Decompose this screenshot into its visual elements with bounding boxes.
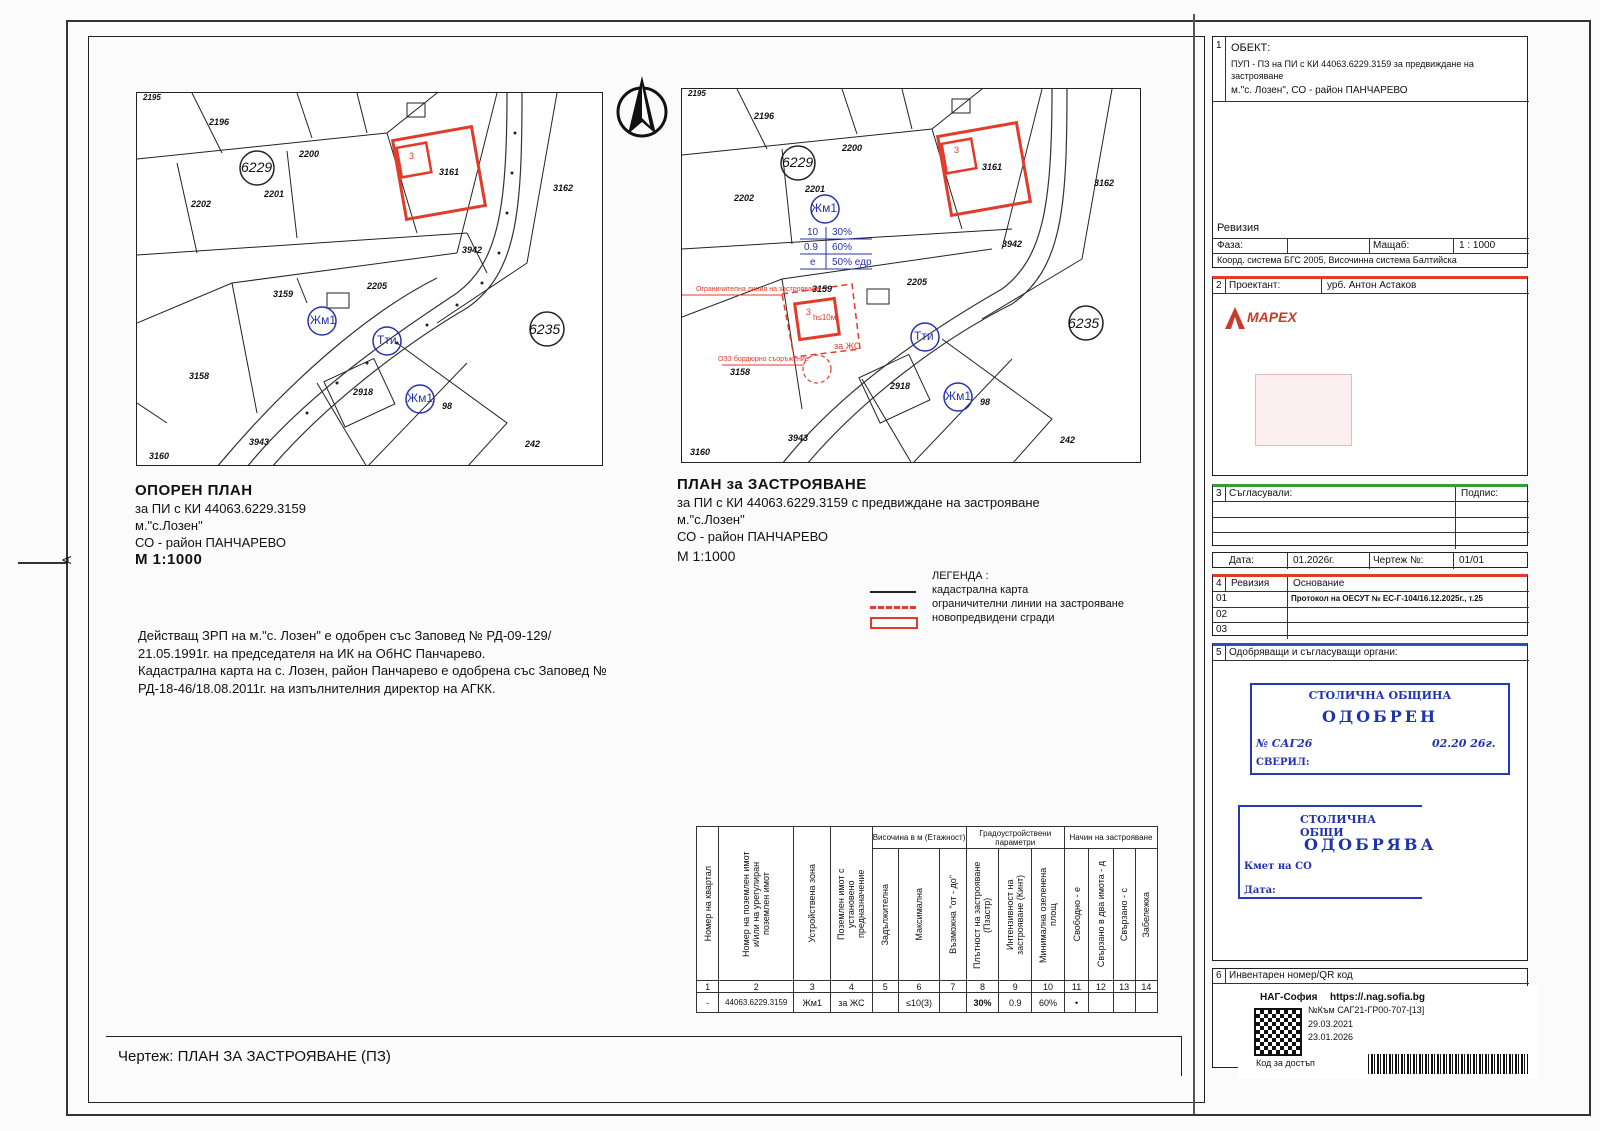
mayor-approval-stamp (1238, 805, 1437, 899)
col-number: 2 (719, 981, 794, 993)
section-number: 3 (1216, 488, 1222, 499)
legend-limit-swatch (870, 606, 916, 609)
new-building-number: 3 (806, 307, 812, 317)
parcel-label: 2201 (805, 184, 826, 194)
col-number: 4 (831, 981, 872, 993)
parcel-label: 2918 (353, 387, 374, 397)
legend-title: ЛЕГЕНДА : (932, 570, 989, 582)
col-number: 1 (697, 981, 719, 993)
designer-name: урб. Антон Астаков (1327, 280, 1417, 291)
parcel-label: 3160 (149, 451, 170, 461)
col-free-header: Свободно - е (1064, 849, 1088, 981)
designer-label: Проектант: (1229, 280, 1281, 291)
zone-param: 30% (832, 227, 853, 238)
faded-stamp (1255, 374, 1352, 446)
nag-reference: №Към САГ21-ГР00-707-[13] (1308, 1005, 1425, 1015)
margin-mark: A (60, 555, 75, 565)
parcel-label: 2202 (191, 199, 212, 209)
limit-line-note: Ограничителна линия на застрояване (696, 286, 820, 293)
stamp-title: СТОЛИЧНА ОБЩИ (1300, 813, 1377, 839)
reference-plan-map (136, 92, 603, 466)
table-cell: - (697, 993, 719, 1013)
legend-item: кадастрална карта (932, 584, 1029, 596)
block-number: 6229 (782, 154, 814, 170)
parcel-label: 2196 (754, 111, 775, 121)
stamp-approved: ОДОБРЕН (1321, 707, 1439, 726)
parcel-label: 2918 (890, 381, 911, 391)
agreed-label: Съгласували: (1229, 488, 1293, 499)
barcode-icon (1368, 1054, 1528, 1074)
parcel-label: 3159 (273, 289, 294, 299)
purpose-label: за ЖС (834, 341, 861, 351)
parcel-label: 98 (980, 397, 991, 407)
parcel-label: 2200 (842, 143, 863, 153)
zone-param: е (810, 257, 816, 268)
block-number: 6229 (241, 159, 273, 175)
reference-plan-district: СО - район ПАНЧАРЕВО (135, 535, 286, 550)
parcel-label: 2200 (299, 149, 320, 159)
col-number: 11 (1064, 981, 1088, 993)
section-number: 2 (1216, 280, 1222, 291)
col-density-header: Плътност на застрояване (Пзастр) (966, 849, 999, 981)
stamp-date: 02.20 26г. (1432, 737, 1496, 750)
parcel-label: 3162 (1094, 178, 1115, 188)
date-row (1212, 552, 1528, 568)
boundary-note: ОЗЗ бордюрно съоръжение (718, 356, 809, 363)
reference-plan-locality: м."с.Лозен" (135, 518, 203, 533)
col-number: 14 (1135, 981, 1157, 993)
table-cell: ≤10(3) (898, 993, 939, 1013)
regulation-note: Действащ ЗРП на м."с. Лозен" е одобрен със Заповед № РД-09-129/ 21.05.1991г. на председателя на ИК на ОбНС Панчарево. (138, 628, 552, 661)
col-range-header: Възможна "от - до" (940, 849, 966, 981)
nag-title: НАГ-София (1260, 992, 1318, 1003)
revision-number: 03 (1216, 624, 1228, 635)
parcel-label: 3160 (690, 447, 711, 457)
table-cell: за ЖС (831, 993, 872, 1013)
development-plan-title: ПЛАН за ЗАСТРОЯВАНЕ (677, 476, 867, 493)
zone-label: Тти (377, 333, 397, 347)
designer-section (1212, 276, 1528, 476)
revisions-section (1212, 574, 1528, 636)
qr-code-icon (1254, 1008, 1302, 1056)
zone-param: 10 (807, 227, 819, 238)
zone-label: Тти (914, 329, 934, 343)
col-green-header: Минимална озеленена площ (1032, 849, 1065, 981)
parcel-label: 3161 (982, 162, 1003, 172)
height-group-header: Височина в м (Етажност) (872, 827, 966, 849)
parcel-label: 3943 (788, 433, 809, 443)
building-number: 3 (954, 145, 960, 155)
legend-item: ограничителни линии на застрояване (932, 598, 1124, 610)
parcel-label: 2195 (143, 93, 161, 102)
col-block-header: Номер на квартал (697, 827, 719, 981)
column-numbers-row (697, 981, 1158, 993)
approvals-section (1212, 484, 1528, 546)
reference-plan-drawing (137, 93, 603, 466)
table-row (697, 993, 1158, 1013)
parcel-label: 242 (525, 439, 541, 449)
approval-stamp (1250, 683, 1510, 775)
revision-number: 01 (1216, 593, 1228, 604)
stamp-date-label: Дата: (1244, 885, 1276, 896)
signature-label: Подпис: (1461, 488, 1499, 499)
col-number: 3 (794, 981, 831, 993)
date-value: 01.2026г. (1293, 555, 1335, 566)
col-number: 12 (1089, 981, 1113, 993)
revision-label: Ревизия (1217, 222, 1260, 234)
mapex-logo-icon (1225, 307, 1245, 329)
block-number: 6235 (529, 321, 561, 337)
section-number: 6 (1216, 970, 1222, 981)
zone-label: Жм1 (811, 201, 838, 215)
drawing-number-value: 01/01 (1459, 555, 1485, 566)
parcel-label: 2205 (907, 277, 928, 287)
nag-date: 23.01.2026 (1308, 1032, 1354, 1042)
object-line: ПУП - ПЗ на ПИ с КИ 44063.6229.3159 за предвиждане на (1231, 59, 1474, 69)
nag-url: https://.nag.sofia.bg (1330, 992, 1425, 1003)
inventory-label: Инвентарен номер/QR код (1229, 970, 1353, 981)
section-number: 5 (1216, 647, 1222, 658)
revision-header: Ревизия (1231, 578, 1270, 589)
parcel-label: 3942 (1002, 239, 1023, 249)
zone-label: Жм1 (310, 313, 337, 327)
col-number: 7 (940, 981, 966, 993)
table-cell: 0.9 (999, 993, 1032, 1013)
col-number: 5 (872, 981, 898, 993)
legend-new-building-swatch (870, 617, 918, 629)
phase-label: Фаза: (1217, 240, 1243, 251)
stamp-verified: СВЕРИЛ: (1256, 757, 1310, 768)
building-number: 3 (409, 151, 415, 161)
parcel-label: 2195 (688, 89, 706, 98)
zone-param: 0.9 (804, 242, 818, 253)
col-note-header: Забележка (1135, 849, 1157, 981)
revision-number: 02 (1216, 609, 1228, 620)
parcel-label: 3943 (249, 437, 270, 447)
parcel-label: 3162 (553, 183, 574, 193)
drawing-number-label: Чертеж №: (1373, 555, 1424, 566)
title-block-divider (1193, 14, 1195, 1114)
approving-bodies-label: Одобряващи и съгласуващи органи: (1229, 647, 1398, 658)
scale-label: Мащаб: (1373, 240, 1410, 251)
north-arrow-icon (612, 72, 672, 142)
parcel-label: 242 (1060, 435, 1076, 445)
parcel-label: 98 (442, 401, 453, 411)
parcel-label: 3158 (189, 371, 210, 381)
stamp-mayor: Кмет на СО (1244, 861, 1312, 872)
parcel-label: 3159 (812, 284, 833, 294)
object-line: застрояване (1231, 71, 1284, 81)
col-linked-header: Свързано - с (1113, 849, 1135, 981)
drawing-label: Чертеж: ПЛАН ЗА ЗАСТРОЯВАНЕ (ПЗ) (118, 1048, 391, 1065)
legend-item: новопредвидени сгради (932, 612, 1055, 624)
development-plan-scale: М 1:1000 (677, 548, 736, 564)
section-number: 4 (1216, 578, 1222, 589)
col-parcel-header: Номер на поземлен имот и/или на урегулиран поземлен имот (719, 827, 794, 981)
revision-basis: Протокол на ОЕСУТ № ЕС-Г-104/16.12.2025г., т.25 (1291, 594, 1483, 603)
zone-label: Жм1 (945, 389, 972, 403)
parcel-label: 2205 (367, 281, 388, 291)
col-intensity-header: Интензивност на застрояване (Кинт) (999, 849, 1032, 981)
params-group-header: Градоустройствени параметри (966, 827, 1064, 849)
col-mandatory-header: Задължителна (872, 849, 898, 981)
table-cell (940, 993, 966, 1013)
legend-cadastre-swatch (870, 591, 916, 593)
reference-plan-subject: за ПИ с КИ 44063.6229.3159 (135, 501, 306, 516)
table-cell: • (1064, 993, 1088, 1013)
zone-label: Жм1 (407, 391, 434, 405)
col-number: 6 (898, 981, 939, 993)
col-number: 10 (1032, 981, 1065, 993)
reference-plan-scale: М 1:1000 (135, 551, 203, 568)
table-cell: 44063.6229.3159 (719, 993, 794, 1013)
scale-value: 1 : 1000 (1459, 240, 1496, 251)
stamp-number: № САГ26 (1256, 737, 1313, 750)
parcel-label: 2202 (734, 193, 755, 203)
object-section (1212, 36, 1528, 268)
parcel-label: 2196 (209, 117, 230, 127)
new-building-height: h≤10м (813, 313, 837, 322)
block-number: 6235 (1068, 315, 1100, 331)
col-twin-header: Свързано в два имота - д (1089, 849, 1113, 981)
zone-param: 50% едр (832, 257, 872, 268)
parcel-label: 3942 (462, 245, 483, 255)
cadastre-note: Кадастрална карта на с. Лозен, район Панчарево е одобрена със Заповед № РД-18-46/18.08.2011г. на изпълнителния директор на АГКК. (138, 663, 607, 696)
reference-plan-title: ОПОРЕН ПЛАН (135, 482, 253, 499)
parcel-label: 3158 (730, 367, 751, 377)
parameters-table (696, 826, 1158, 1013)
table-cell: 30% (966, 993, 999, 1013)
table-cell (1089, 993, 1113, 1013)
parcel-label: 2201 (264, 189, 285, 199)
table-cell (1135, 993, 1157, 1013)
development-plan-district: СО - район ПАНЧАРЕВО (677, 529, 828, 544)
object-location: м."с. Лозен", СО - район ПАНЧАРЕВО (1231, 85, 1408, 96)
stamp-approves: ОДОБРЯВА (1304, 835, 1437, 854)
object-label: ОБЕКТ: (1231, 42, 1271, 54)
basis-header: Основание (1293, 578, 1345, 589)
table-cell (1113, 993, 1135, 1013)
access-code-label: Код за достъп (1256, 1058, 1315, 1068)
table-cell: 60% (1032, 993, 1065, 1013)
parcel-label: 3161 (439, 167, 460, 177)
development-plan-locality: м."с.Лозен" (677, 512, 745, 527)
nag-date: 29.03.2021 (1308, 1019, 1354, 1029)
col-zone-header: Устройствена зона (794, 827, 831, 981)
development-plan-drawing (682, 89, 1141, 463)
col-number: 13 (1113, 981, 1135, 993)
zone-param: 60% (832, 242, 853, 253)
method-group-header: Начин на застрояване (1064, 827, 1157, 849)
table-cell (872, 993, 898, 1013)
development-plan-map (681, 88, 1141, 463)
coordinate-system: Коорд. система БГС 2005, Височинна система Балтийска (1217, 255, 1457, 265)
col-number: 8 (966, 981, 999, 993)
col-number: 9 (999, 981, 1032, 993)
col-max-header: Максимална (898, 849, 939, 981)
stamp-title: СТОЛИЧНА ОБЩИНА (1308, 689, 1452, 702)
table-cell: Жм1 (794, 993, 831, 1013)
date-label: Дата: (1229, 555, 1254, 566)
development-plan-subject: за ПИ с КИ 44063.6229.3159 с предвиждане на застрояване (677, 495, 1040, 510)
nag-label (1238, 986, 1538, 1078)
company-logo: MAPEX (1247, 309, 1297, 325)
section-number: 1 (1216, 40, 1222, 51)
col-purpose-header: Поземлен имот с установено предназначение (831, 827, 872, 981)
